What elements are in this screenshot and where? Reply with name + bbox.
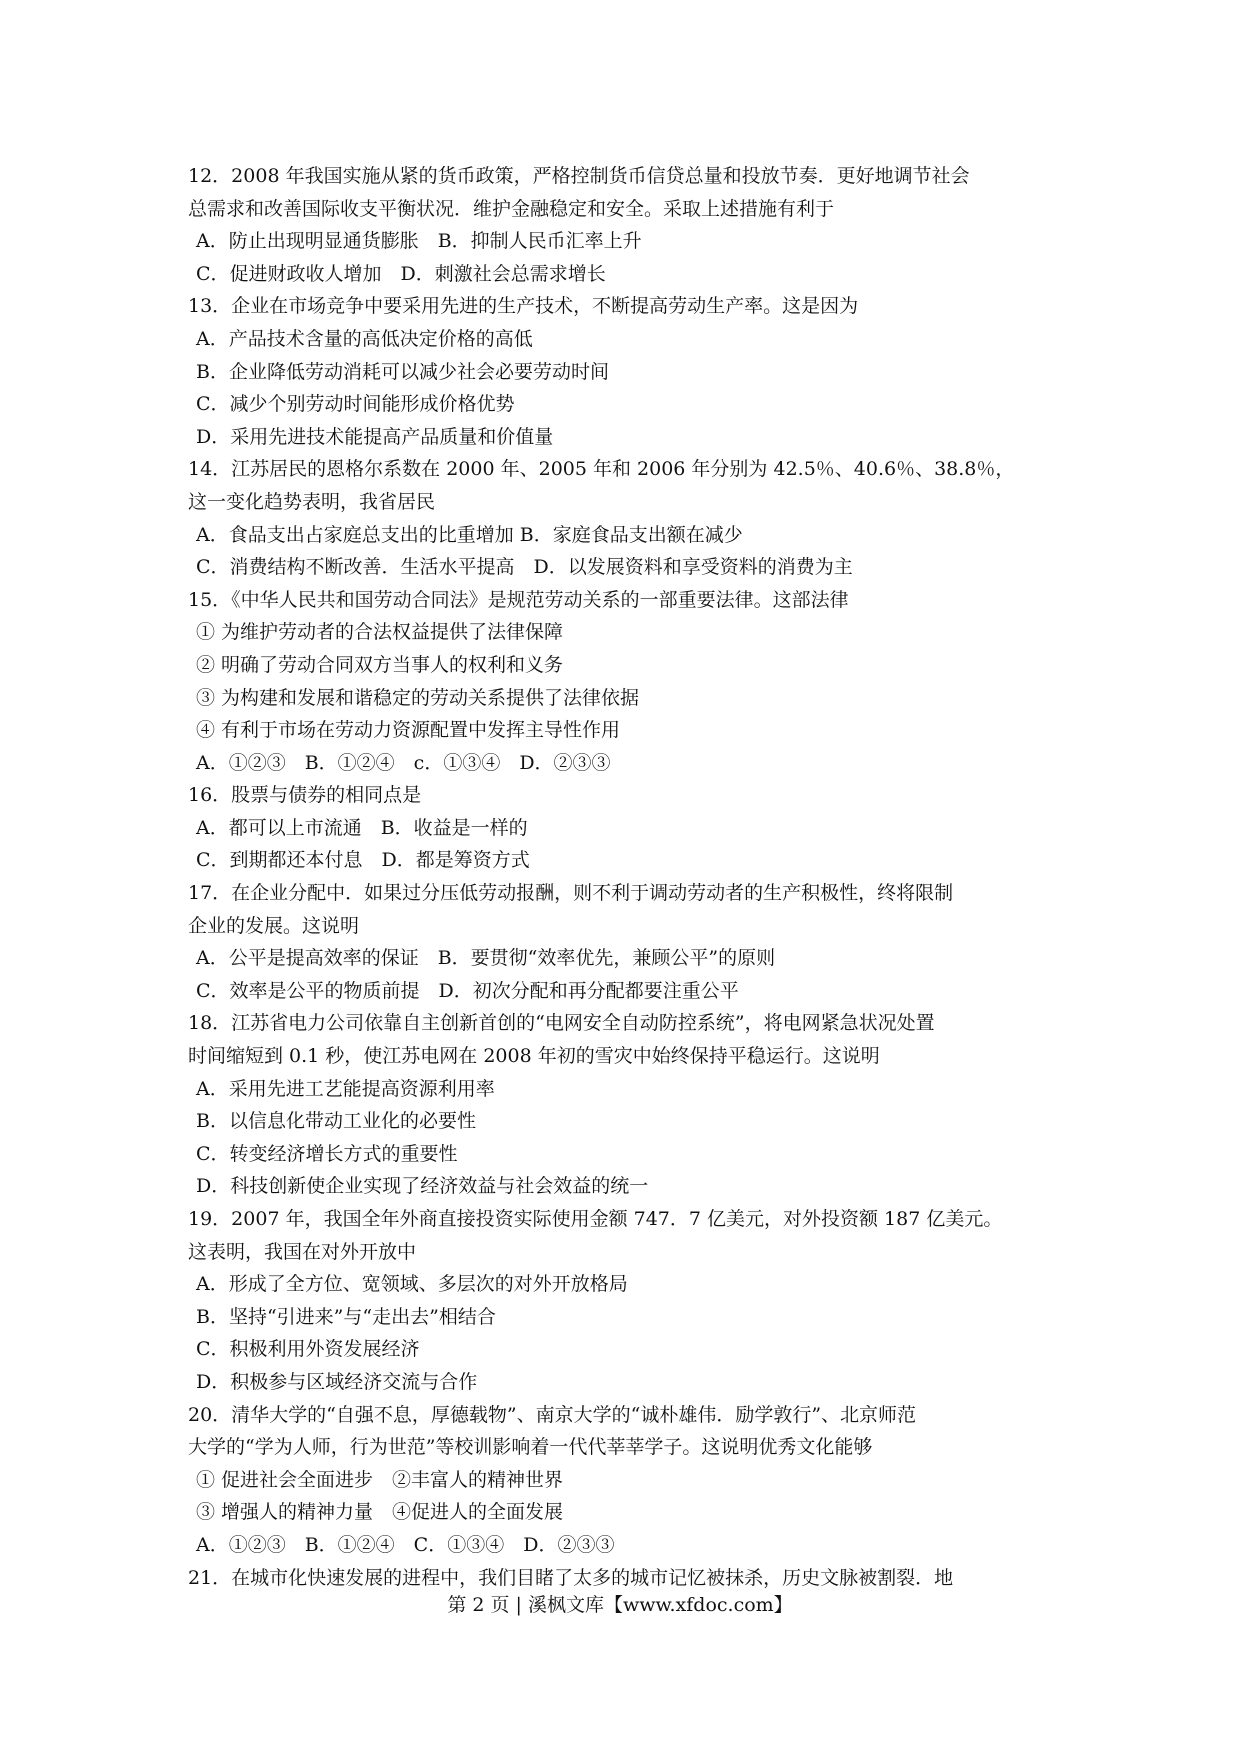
question-line: 企业的发展。这说明 (188, 914, 360, 937)
answer-line: A．公平是提高效率的保证 B．要贯彻“效率优先，兼顾公平”的原则 (196, 947, 776, 970)
answer-line: ① 促进社会全面进步 ②丰富人的精神世界 (196, 1468, 564, 1491)
answer-line: A．防止出现明显通货膨胀 B．抑制人民币汇率上升 (196, 230, 642, 253)
question-line: 这一变化趋势表明，我省居民 (188, 490, 436, 513)
answer-line: C．转变经济增长方式的重要性 (196, 1142, 458, 1165)
answer-line: B．企业降低劳动消耗可以减少社会必要劳动时间 (196, 360, 609, 383)
answer-line: C．到期都还本付息 D．都是筹资方式 (196, 849, 530, 872)
document-body (188, 160, 1068, 1594)
answer-line: B．以信息化带动工业化的必要性 (196, 1110, 476, 1133)
answer-line: A．都可以上市流通 B．收益是一样的 (196, 816, 528, 839)
question-line: 14．江苏居民的恩格尔系数在 2000 年、2005 年和 2006 年分别为 42.5％、40.6％、38.8％， (188, 458, 1015, 481)
answer-line: ③ 为构建和发展和谐稳定的劳动关系提供了法律依据 (196, 686, 640, 709)
question-line: 18．江苏省电力公司依靠自主创新首创的“电网安全自动防控系统”，将电网紧急状况处置 (188, 1012, 935, 1035)
question-line: 时间缩短到 0.1 秒，使江苏电网在 2008 年初的雪灾中始终保持平稳运行。这说明 (188, 1045, 880, 1068)
question-line: 20．清华大学的“自强不息，厚德载物”、南京大学的“诚朴雄伟．励学敦行”、北京师范 (188, 1403, 917, 1426)
answer-line: A．产品技术含量的高低决定价格的高低 (196, 327, 533, 350)
page-footer: 第 2 页 | 溪枫文库【www.xfdoc.com】 (447, 1594, 793, 1616)
question-line: 12．2008 年我国实施从紧的货币政策，严格控制货币信贷总量和投放节奏．更好地调节社会 (188, 165, 970, 187)
question-line: 19．2007 年，我国全年外商直接投资实际使用金额 747．7 亿美元，对外投资额 187 亿美元。 (188, 1208, 1003, 1230)
answer-line: C．效率是公平的物质前提 D．初次分配和再分配都要注重公平 (196, 979, 739, 1002)
answer-line: B．坚持“引进来”与“走出去”相结合 (196, 1305, 496, 1328)
answer-line: A．采用先进工艺能提高资源利用率 (196, 1077, 495, 1100)
answer-line: C．促进财政收人增加 D．刺激社会总需求增长 (196, 262, 606, 285)
question-line: 总需求和改善国际收支平衡状况．维护金融稳定和安全。采取上述措施有利于 (188, 197, 835, 220)
answer-line: ① 为维护劳动者的合法权益提供了法律保障 (196, 621, 564, 644)
question-line: 16．股票与债券的相同点是 (188, 784, 422, 807)
answer-line: C．减少个别劳动时间能形成价格优势 (196, 393, 515, 416)
answer-line: ② 明确了劳动合同双方当事人的权利和义务 (196, 653, 564, 676)
question-line: 13．企业在市场竞争中要采用先进的生产技术，不断提高劳动生产率。这是因为 (188, 295, 859, 318)
answer-line: ③ 增强人的精神力量 ④促进人的全面发展 (196, 1501, 564, 1524)
answer-line: A．食品支出占家庭总支出的比重增加 B．家庭食品支出额在减少 (196, 523, 743, 546)
answer-line: C．积极利用外资发展经济 (196, 1338, 420, 1361)
answer-line: C．消费结构不断改善．生活水平提高 D．以发展资料和享受资料的消费为主 (196, 556, 853, 579)
answer-line: A．①②③ B．①②④ c．①③④ D．②③③ (196, 751, 611, 774)
question-line: 15．《中华人民共和国劳动合同法》是规范劳动关系的一部重要法律。这部法律 (188, 588, 849, 611)
question-line: 这表明，我国在对外开放中 (188, 1240, 417, 1263)
answer-line: D．科技创新使企业实现了经济效益与社会效益的统一 (196, 1175, 649, 1198)
answer-line: D．积极参与区域经济交流与合作 (196, 1370, 478, 1393)
question-line: 21．在城市化快速发展的进程中，我们目睹了太多的城市记忆被抹杀，历史文脉被割裂．地 (188, 1566, 954, 1589)
answer-line: D．采用先进技术能提高产品质量和价值量 (196, 425, 554, 448)
answer-line: ④ 有利于市场在劳动力资源配置中发挥主导性作用 (196, 719, 621, 742)
question-line: 17．在企业分配中．如果过分压低劳动报酬，则不利于调动劳动者的生产积极性，终将限制 (188, 882, 954, 905)
answer-line: A．①②③ B．①②④ C．①③④ D．②③③ (196, 1533, 615, 1556)
answer-line: A．形成了全方位、宽领域、多层次的对外开放格局 (196, 1273, 628, 1296)
question-line: 大学的“学为人师，行为世范”等校训影响着一代代莘莘学子。这说明优秀文化能够 (188, 1436, 873, 1459)
